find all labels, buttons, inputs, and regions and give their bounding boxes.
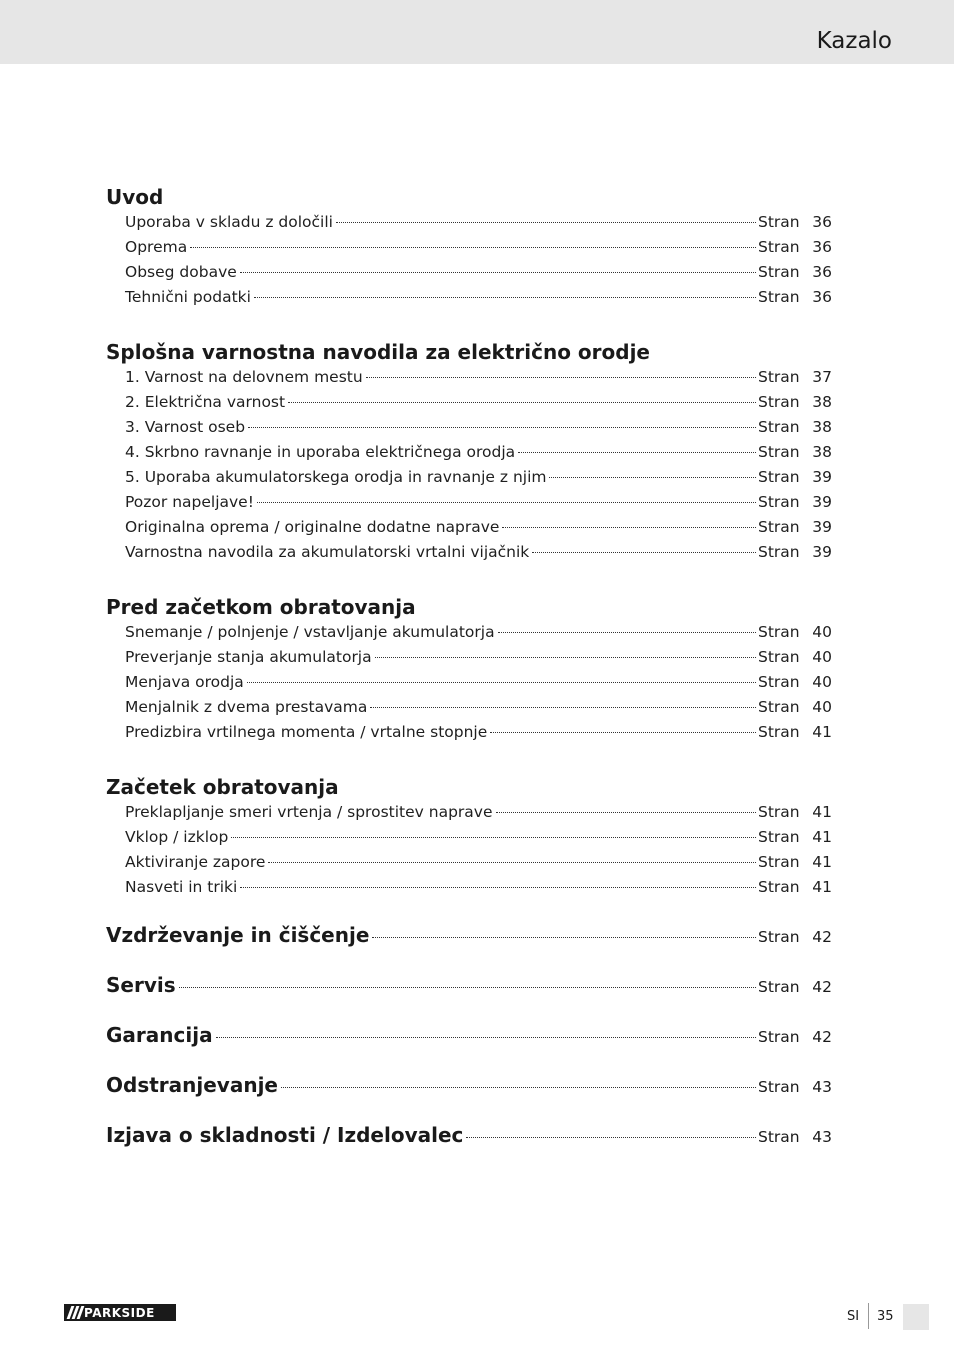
entry-label: Aktiviranje zapore	[125, 853, 266, 871]
entry-stran: Stran	[758, 518, 800, 536]
major-label: Izjava o skladnosti / Izdelovalec	[106, 1123, 464, 1147]
entry-page: 36	[812, 288, 832, 306]
section-title: Splošna varnostna navodila za električno orodje	[106, 340, 650, 364]
entry-stran: Stran	[758, 828, 800, 846]
major-label: Servis	[106, 973, 176, 997]
entry-label: Preklapljanje smeri vrtenja / sprostitev naprave	[125, 803, 493, 821]
toc-major-entry[interactable]	[106, 960, 832, 1010]
entry-page: 42	[812, 928, 832, 946]
entry-page: 40	[812, 623, 832, 641]
toc-section-uvod	[106, 180, 832, 310]
leader-dots	[190, 246, 756, 248]
entry-stran: Stran	[758, 543, 800, 561]
toc-entry[interactable]	[106, 415, 832, 440]
toc-entry[interactable]	[106, 875, 832, 900]
entry-stran: Stran	[758, 238, 800, 256]
entry-stran: Stran	[758, 878, 800, 896]
toc-entry[interactable]	[106, 490, 832, 515]
toc-major-entry[interactable]	[106, 1060, 832, 1110]
entry-label: Obseg dobave	[125, 263, 237, 281]
leader-dots	[288, 401, 756, 403]
entry-page: 41	[812, 723, 832, 741]
entry-label: Menjava orodja	[125, 673, 244, 691]
entry-page: 38	[812, 443, 832, 461]
toc-entry[interactable]	[106, 235, 832, 260]
toc-entry[interactable]	[106, 285, 832, 310]
entry-stran: Stran	[758, 1078, 800, 1096]
footer-divider	[868, 1303, 869, 1329]
entry-page: 42	[812, 1028, 832, 1046]
entry-label: Originalna oprema / originalne dodatne naprave	[125, 518, 500, 536]
entry-page: 36	[812, 238, 832, 256]
entry-stran: Stran	[758, 698, 800, 716]
leader-dots	[372, 936, 756, 938]
entry-page: 41	[812, 803, 832, 821]
table-of-contents	[106, 180, 832, 1160]
spacer	[106, 310, 832, 335]
toc-entry[interactable]	[106, 440, 832, 465]
entry-stran: Stran	[758, 723, 800, 741]
entry-label: 3. Varnost oseb	[125, 418, 246, 436]
entry-stran: Stran	[758, 368, 800, 386]
entry-label: Tehnični podatki	[125, 288, 251, 306]
toc-entry[interactable]	[106, 390, 832, 415]
entry-page: 38	[812, 418, 832, 436]
leader-dots	[502, 526, 756, 528]
entry-stran: Stran	[758, 623, 800, 641]
brand-name: PARKSIDE	[84, 1305, 155, 1320]
leader-dots	[496, 811, 757, 813]
toc-section-operation	[106, 770, 832, 900]
entry-stran: Stran	[758, 288, 800, 306]
leader-dots	[231, 836, 756, 838]
leader-dots	[240, 271, 756, 273]
leader-dots	[518, 451, 756, 453]
entry-page: 41	[812, 853, 832, 871]
leader-dots	[281, 1086, 756, 1088]
leader-dots	[370, 706, 756, 708]
entry-label: Vklop / izklop	[125, 828, 229, 846]
major-label: Vzdrževanje in čiščenje	[106, 923, 370, 947]
entry-label: 1. Varnost na delovnem mestu	[125, 368, 363, 386]
leader-dots	[257, 501, 756, 503]
toc-entry[interactable]	[106, 670, 832, 695]
entry-label: Menjalnik z dvema prestavama	[125, 698, 368, 716]
entry-label: Predizbira vrtilnega momenta / vrtalne stopnje	[125, 723, 488, 741]
toc-major-entry[interactable]	[106, 1010, 832, 1060]
toc-entry[interactable]	[106, 850, 832, 875]
leader-dots	[247, 681, 756, 683]
major-label: Garancija	[106, 1023, 213, 1047]
entry-label: Oprema	[125, 238, 188, 256]
leader-dots	[375, 656, 756, 658]
toc-entry[interactable]	[106, 695, 832, 720]
spacer	[106, 745, 832, 770]
entry-page: 38	[812, 393, 832, 411]
leader-dots	[336, 221, 756, 223]
leader-dots	[254, 296, 756, 298]
entry-page: 41	[812, 878, 832, 896]
entry-label: 4. Skrbno ravnanje in uporaba električnega orodja	[125, 443, 516, 461]
toc-entry[interactable]	[106, 645, 832, 670]
entry-page: 41	[812, 828, 832, 846]
entry-page: 39	[812, 468, 832, 486]
toc-section-before-operation	[106, 590, 832, 745]
toc-entry[interactable]	[106, 800, 832, 825]
toc-entry[interactable]	[106, 620, 832, 645]
toc-entry[interactable]	[106, 210, 832, 235]
toc-entry[interactable]	[106, 540, 832, 565]
major-label: Odstranjevanje	[106, 1073, 278, 1097]
language-code: SI	[847, 1309, 860, 1324]
entry-stran: Stran	[758, 263, 800, 281]
leader-dots	[498, 631, 756, 633]
section-title: Začetek obratovanja	[106, 775, 339, 799]
entry-stran: Stran	[758, 1128, 800, 1146]
entry-label: Uporaba v skladu z določili	[125, 213, 333, 231]
leader-dots	[366, 376, 756, 378]
leader-dots	[549, 476, 756, 478]
toc-entry[interactable]	[106, 260, 832, 285]
entry-page: 40	[812, 673, 832, 691]
leader-dots	[248, 426, 756, 428]
spacer	[106, 565, 832, 590]
toc-entry[interactable]	[106, 720, 832, 745]
entry-page: 40	[812, 648, 832, 666]
entry-page: 39	[812, 493, 832, 511]
entry-page: 39	[812, 518, 832, 536]
page-header	[0, 0, 954, 64]
entry-page: 43	[812, 1128, 832, 1146]
page-number: 35	[877, 1309, 894, 1324]
page-title: Kazalo	[816, 28, 892, 54]
entry-label: Nasveti in triki	[125, 878, 238, 896]
entry-stran: Stran	[758, 393, 800, 411]
entry-stran: Stran	[758, 978, 800, 996]
toc-major-entry[interactable]	[106, 910, 832, 960]
entry-label: Varnostna navodila za akumulatorski vrtalni vijačnik	[125, 543, 530, 561]
leader-dots	[268, 861, 756, 863]
entry-stran: Stran	[758, 673, 800, 691]
leader-dots	[216, 1036, 756, 1038]
entry-stran: Stran	[758, 443, 800, 461]
entry-stran: Stran	[758, 213, 800, 231]
entry-stran: Stran	[758, 493, 800, 511]
entry-page: 36	[812, 213, 832, 231]
entry-stran: Stran	[758, 853, 800, 871]
entry-page: 39	[812, 543, 832, 561]
leader-dots	[240, 886, 756, 888]
entry-stran: Stran	[758, 928, 800, 946]
leader-dots	[179, 986, 756, 988]
entry-page: 37	[812, 368, 832, 386]
entry-stran: Stran	[758, 468, 800, 486]
entry-label: Snemanje / polnjenje / vstavljanje akumulatorja	[125, 623, 495, 641]
logo-stripes-icon	[64, 1304, 84, 1321]
entry-page: 43	[812, 1078, 832, 1096]
toc-entry[interactable]	[106, 825, 832, 850]
leader-dots	[490, 731, 756, 733]
entry-stran: Stran	[758, 648, 800, 666]
entry-stran: Stran	[758, 1028, 800, 1046]
toc-section-safety	[106, 335, 832, 565]
entry-page: 36	[812, 263, 832, 281]
brand-logo	[64, 1304, 176, 1321]
entry-label: Pozor napeljave!	[125, 493, 254, 511]
entry-label: Preverjanje stanja akumulatorja	[125, 648, 372, 666]
entry-label: 2. Električna varnost	[125, 393, 286, 411]
leader-dots	[532, 551, 756, 553]
entry-stran: Stran	[758, 803, 800, 821]
entry-stran: Stran	[758, 418, 800, 436]
toc-entry[interactable]	[106, 515, 832, 540]
entry-label: 5. Uporaba akumulatorskega orodja in ravnanje z njim	[125, 468, 547, 486]
section-title: Uvod	[106, 185, 164, 209]
footer-tab-box	[903, 1304, 929, 1330]
toc-entry[interactable]	[106, 465, 832, 490]
toc-entry[interactable]	[106, 365, 832, 390]
leader-dots	[466, 1136, 756, 1138]
toc-major-entry[interactable]	[106, 1110, 832, 1160]
entry-page: 40	[812, 698, 832, 716]
entry-page: 42	[812, 978, 832, 996]
section-title: Pred začetkom obratovanja	[106, 595, 416, 619]
